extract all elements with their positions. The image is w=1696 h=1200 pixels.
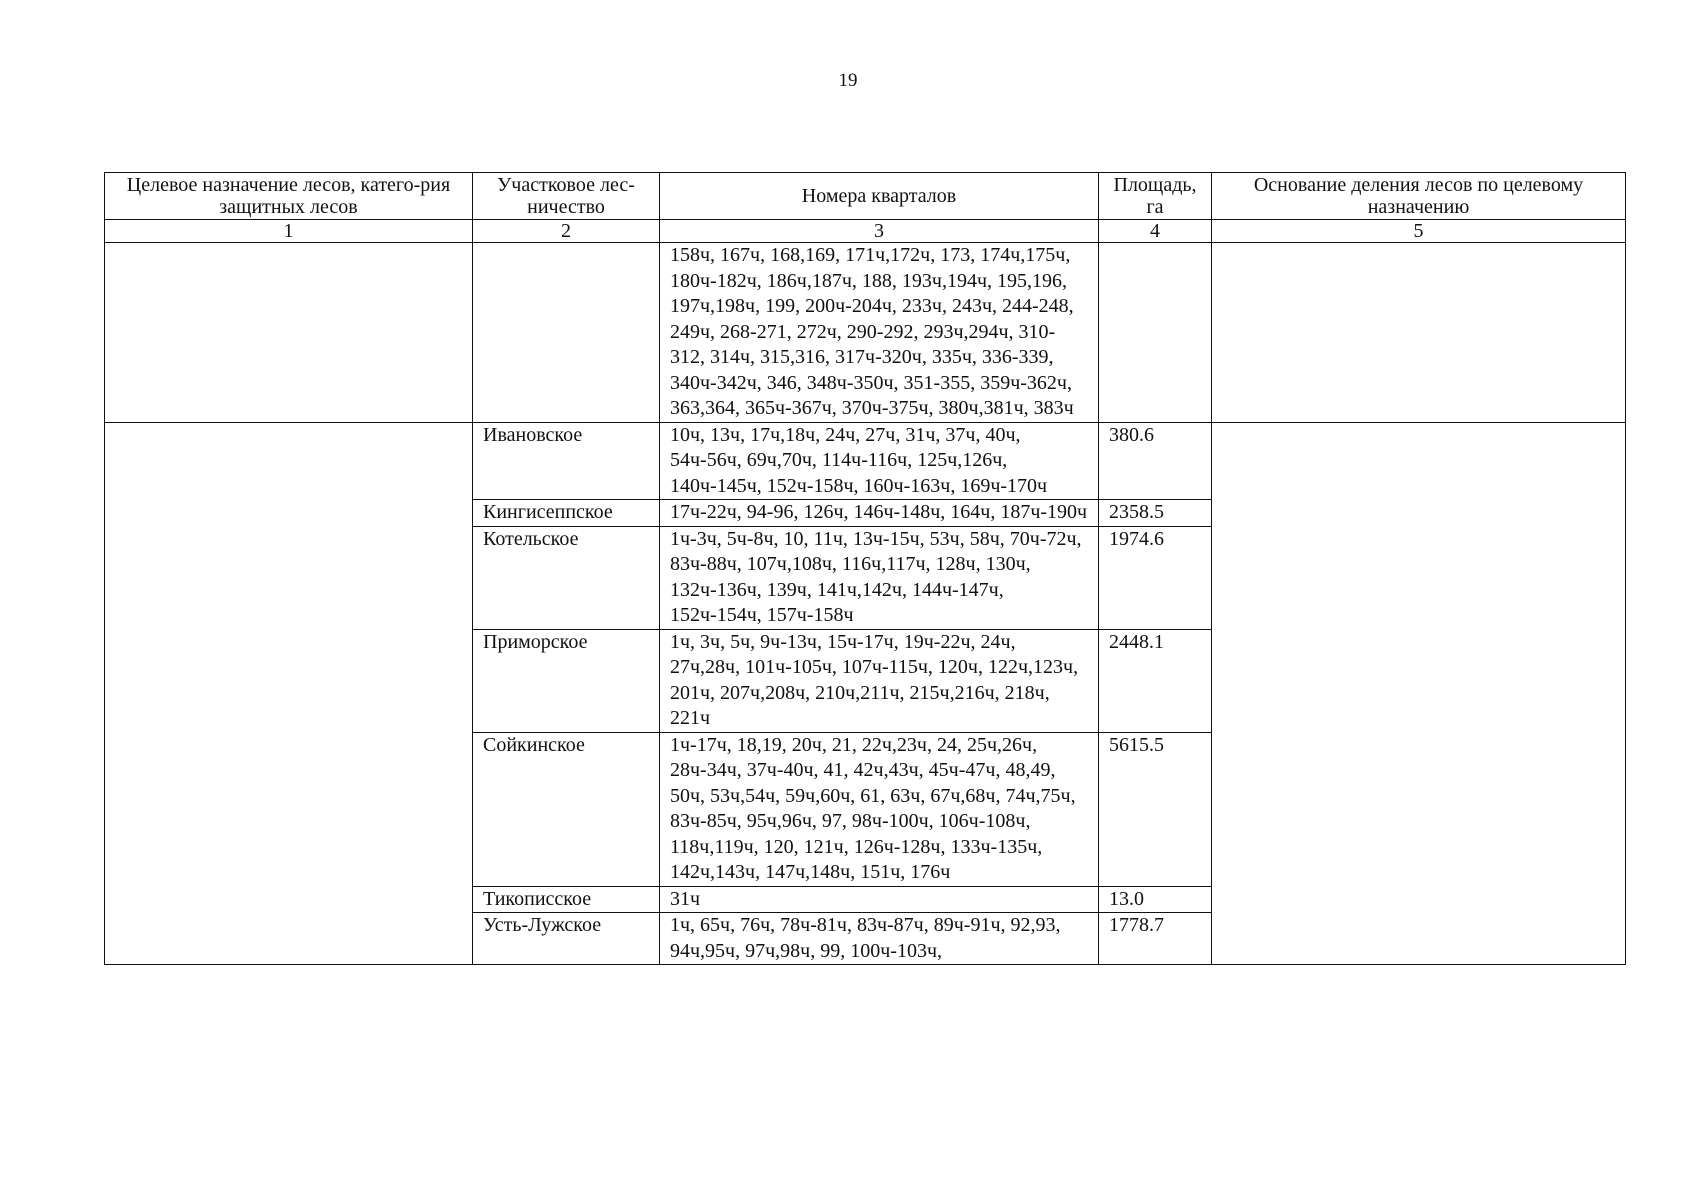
quarters-cell: 1ч, 3ч, 5ч, 9ч-13ч, 15ч-17ч, 19ч-22ч, 24ч, 27ч,28ч, 101ч-105ч, 107ч-115ч, 120ч, 122ч,123ч, 201ч, 207ч,208ч, 210ч,211ч, 215ч,216ч, 218ч, 221ч xyxy=(660,629,1099,732)
district-cell: Приморское xyxy=(473,629,660,732)
area-cell: 1778.7 xyxy=(1099,913,1212,965)
purpose-cell xyxy=(105,422,473,965)
column-number: 2 xyxy=(473,220,660,243)
quarters-cell: 1ч, 65ч, 76ч, 78ч-81ч, 83ч-87ч, 89ч-91ч, 92,93, 94ч,95ч, 97ч,98ч, 99, 100ч-103ч, xyxy=(660,913,1099,965)
district-cell: Котельское xyxy=(473,526,660,629)
basis-cell xyxy=(1212,243,1626,423)
district-cell: Сойкинское xyxy=(473,732,660,886)
basis-cell xyxy=(1212,422,1626,965)
header-district: Участковое лес-ничество xyxy=(473,173,660,220)
area-cell xyxy=(1099,243,1212,423)
header-quarters: Номера кварталов xyxy=(660,173,1099,220)
table-row xyxy=(105,422,1626,500)
quarters-cell: 1ч-17ч, 18,19, 20ч, 21, 22ч,23ч, 24, 25ч,26ч, 28ч-34ч, 37ч-40ч, 41, 42ч,43ч, 45ч-47ч, 48,49, 50ч, 53ч,54ч, 59ч,60ч, 61, 63ч, 67ч,68ч, 74ч,75ч, 83ч-85ч, 95ч,96ч, 97, 98ч-100ч, 106ч-108ч, 118ч,119ч, 120, 121ч, 126ч-128ч, 133ч-135ч, 142ч,143ч, 147ч,148ч, 151ч, 176ч xyxy=(660,732,1099,886)
page-number: 19 xyxy=(838,70,858,91)
area-cell: 5615.5 xyxy=(1099,732,1212,886)
area-cell: 380.6 xyxy=(1099,422,1212,500)
column-number: 4 xyxy=(1099,220,1212,243)
header-purpose: Целевое назначение лесов, катего-рия защитных лесов xyxy=(105,173,473,220)
area-cell: 13.0 xyxy=(1099,886,1212,913)
area-cell: 2358.5 xyxy=(1099,500,1212,527)
quarters-cell: 158ч, 167ч, 168,169, 171ч,172ч, 173, 174ч,175ч, 180ч-182ч, 186ч,187ч, 188, 193ч,194ч, 195,196, 197ч,198ч, 199, 200ч-204ч, 233ч, 243ч, 244-248, 249ч, 268-271, 272ч, 290-292, 293ч,294ч, 310-312, 314ч, 315,316, 317ч-320ч, 335ч, 336-339, 340ч-342ч, 346, 348ч-350ч, 351-355, 359ч-362ч, 363,364, 365ч-367ч, 370ч-375ч, 380ч,381ч, 383ч xyxy=(660,243,1099,423)
quarters-cell: 31ч xyxy=(660,886,1099,913)
district-cell: Тикописское xyxy=(473,886,660,913)
quarters-cell: 10ч, 13ч, 17ч,18ч, 24ч, 27ч, 31ч, 37ч, 40ч, 54ч-56ч, 69ч,70ч, 114ч-116ч, 125ч,126ч, 140ч-145ч, 152ч-158ч, 160ч-163ч, 169ч-170ч xyxy=(660,422,1099,500)
district-cell xyxy=(473,243,660,423)
quarters-cell: 17ч-22ч, 94-96, 126ч, 146ч-148ч, 164ч, 187ч-190ч xyxy=(660,500,1099,527)
header-row xyxy=(105,173,1626,220)
header-basis: Основание деления лесов по целевому назначению xyxy=(1212,173,1626,220)
district-cell: Усть-Лужское xyxy=(473,913,660,965)
column-number-row xyxy=(105,220,1626,243)
column-number: 3 xyxy=(660,220,1099,243)
area-cell: 2448.1 xyxy=(1099,629,1212,732)
purpose-cell xyxy=(105,243,473,423)
forest-division-table xyxy=(104,172,1626,965)
header-area: Площадь, га xyxy=(1099,173,1212,220)
area-cell: 1974.6 xyxy=(1099,526,1212,629)
continuation-row xyxy=(105,243,1626,423)
district-cell: Кингисеппское xyxy=(473,500,660,527)
column-number: 5 xyxy=(1212,220,1626,243)
district-cell: Ивановское xyxy=(473,422,660,500)
quarters-cell: 1ч-3ч, 5ч-8ч, 10, 11ч, 13ч-15ч, 53ч, 58ч, 70ч-72ч, 83ч-88ч, 107ч,108ч, 116ч,117ч, 128ч, 130ч, 132ч-136ч, 139ч, 141ч,142ч, 144ч-147ч, 152ч-154ч, 157ч-158ч xyxy=(660,526,1099,629)
column-number: 1 xyxy=(105,220,473,243)
